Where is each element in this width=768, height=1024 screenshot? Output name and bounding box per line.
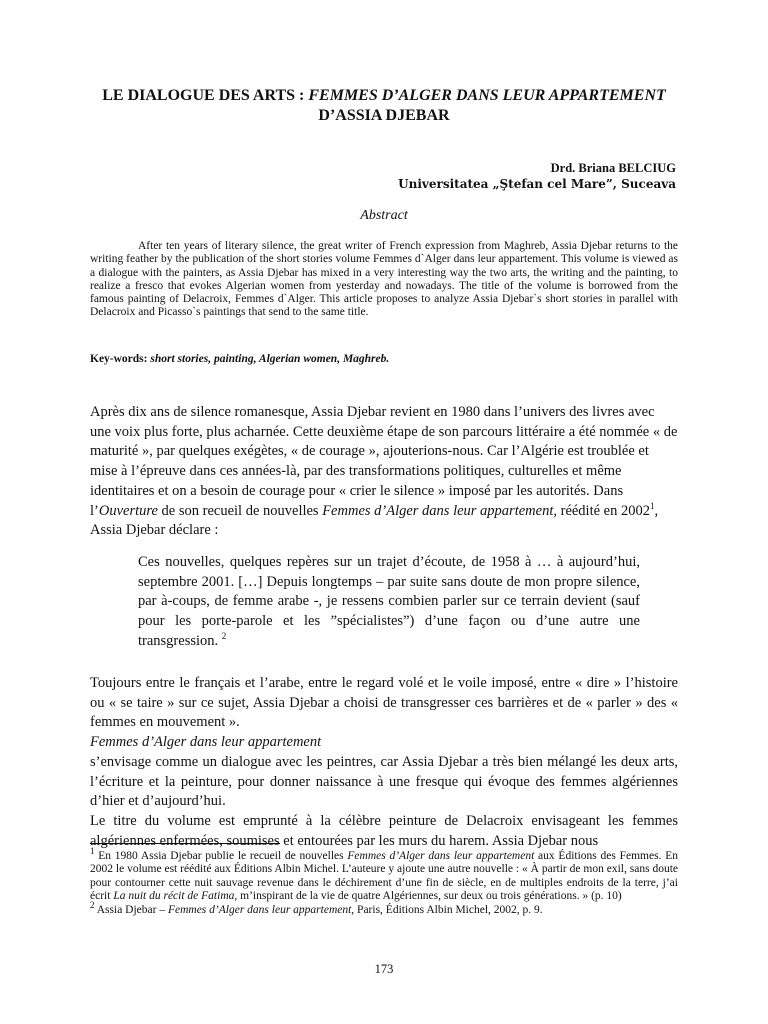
footnote-1-story-title: La nuit du récit de Fatima: [113, 890, 235, 903]
page-number: 173: [374, 962, 394, 976]
author-affiliation: Universitatea „Ştefan cel Mare”, Suceava: [398, 177, 676, 191]
p3-text: s’envisage comme un dialogue avec les peintres, car Assia Djebar a très bien mélangé les deux arts, l’écriture et la peinture, pour donner naissance à une fresque qui évoque des femmes algériennes d’hier et d’aujourd’hui.: [90, 753, 678, 810]
footnote-2-book-title: Femmes d’Alger dans leur appartement: [167, 903, 352, 916]
body-paragraph-3: [90, 733, 678, 812]
abstract-body: After ten years of literary silence, the great writer of French expression from Maghreb, Assia Djebar returns to the writing feather by the publication of the short stories volume Femmes d`Alger dans leur appartement. This volume is viewed as a dialogue with the painters, as Assia Djebar has mixed in a very interesting way the two arts, the writing and the painting, to realize a fresco that evokes Algerian women from yesterday and nowadays. The title of the volume is borrowed from the famous painting of Delacroix, Femmes d`Alger. This article proposes to analyze Assia Djebar`s short stories in parallel with Delacroix and Picasso`s paintings that send to the same title.: [90, 240, 678, 319]
footnote-ref-1: 1: [650, 500, 655, 511]
p1-book-title: Femmes d’Alger dans leur appartement: [322, 502, 554, 519]
title-italic: FEMMES D’ALGER DANS LEUR APPARTEMENT: [308, 87, 666, 104]
title-plain: LE DIALOGUE DES ARTS :: [102, 87, 309, 104]
abstract-heading: Abstract: [360, 208, 408, 223]
author-block: [300, 160, 676, 192]
body-paragraph-4: Le titre du volume est emprunté à la célèbre peinture de Delacroix envisageant les femmes algériennes enfermées, soumises et entourées par les murs du harem. Assia Djebar nous: [90, 812, 678, 849]
author-name: Drd. Briana BELCIUG: [550, 161, 676, 175]
footnote-1-text-c: aux Éditions des Femmes. En 2002 le volume est réédité aux Éditions Albin Michel. L’auteure y ajoute une autre nouvelle : « À partir de mon exil, sans doute pour contourner cette nuit sauvage revenue dans le déchirement d’une fin de siècle, en de multiples endroits de la terre, j’ai écrit: [90, 850, 678, 903]
footnote-2: [90, 899, 678, 917]
footnote-1-text-a: En 1980 Assia Djebar publie le recueil de nouvelles: [94, 850, 348, 862]
title-end: D’ASSIA DJEBAR: [318, 107, 450, 124]
block-quote: [138, 553, 640, 652]
footnote-1-book-title: Femmes d’Alger dans leur appartement: [347, 850, 535, 862]
footnote-1-number: 1: [90, 846, 95, 857]
p1-text-f: , Assia Djebar déclare :: [90, 502, 659, 539]
keywords: [90, 352, 678, 366]
footnote-2-number: 2: [90, 899, 95, 910]
footnote-divider: [90, 843, 280, 844]
article-title: [90, 86, 678, 126]
quote-text: Ces nouvelles, quelques repères sur un trajet d’écoute, de 1958 à … à aujourd’hui, septembre 2001. […] Depuis longtemps – par suite sans doute de mon propre silence, par à-coups, de femme arabe -, je ressens combien parler sur ce terrain devient (sauf pour les porte-parole et les ”spécialistes”) d’une façon ou d’une autre une transgression.: [138, 554, 640, 649]
body-paragraphs: [90, 674, 678, 851]
p1-text-c: de son recueil de nouvelles: [157, 502, 323, 519]
p1-ouverture: Ouverture: [98, 502, 158, 519]
footnote-2-text-a: Assia Djebar –: [94, 903, 168, 916]
footnote-1: [90, 846, 678, 904]
p3-book-title: Femmes d’Alger dans leur appartement: [90, 734, 322, 751]
footnotes: [90, 846, 678, 917]
body-paragraph-1: [90, 403, 678, 541]
keywords-values: short stories, painting, Algerian women, Maghreb.: [150, 353, 390, 365]
footnote-ref-2: 2: [221, 630, 227, 641]
footnote-1-text-e: , m’inspirant de la vie de quatre Algériennes, sur deux ou trois générations. » (p. 10): [234, 890, 622, 903]
footnote-2-text-c: , Paris, Éditions Albin Michel, 2002, p. 9.: [351, 903, 543, 916]
p1-text-a: Après dix ans de silence romanesque, Assia Djebar revient en 1980 dans l’univers des livres avec une voix plus forte, plus acharnée. Cette deuxième étape de son parcours littéraire a été nommée « de maturité », par quelques exégètes, « de courage », ajouterions-nous. Car l’Algérie est troublée et mise à l’épreuve dans ces années-là, par des transformations politiques, culturelles et même identitaires et on a besoin de courage pour « crier le silence » imposé par les autorités. Dans l’: [90, 404, 678, 519]
keywords-label: Key-words:: [90, 353, 151, 365]
p1-text-e: , réédité en 2002: [553, 502, 650, 519]
body-paragraph-2: Toujours entre le français et l’arabe, entre le regard volé et le voile imposé, entre « dire » l’histoire ou « se taire » sur ce sujet, Assia Djebar a choisi de transgresser ces barrières et de « parler » des « femmes en mouvement ».: [90, 675, 678, 731]
